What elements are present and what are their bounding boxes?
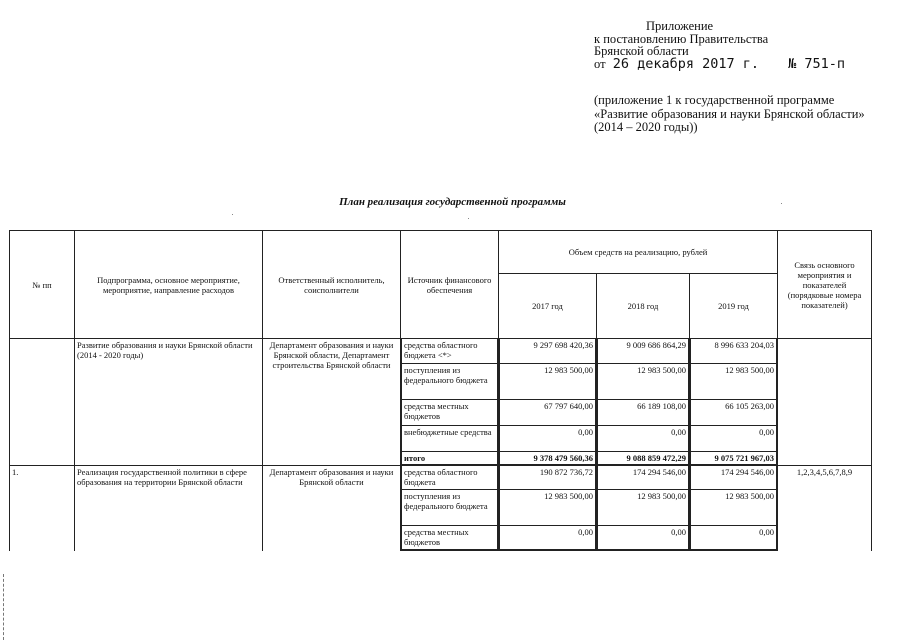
source-cell: средства местных бюджетов: [402, 526, 498, 550]
table-row: [10, 465, 872, 551]
row-values-2017: [499, 339, 597, 466]
plan-title: План реализация государственной программы: [339, 196, 566, 208]
annex-note-line-1: (приложение 1 к государственной программе: [594, 93, 835, 107]
resolution-date: 26 декабря 2017 г.: [612, 55, 759, 72]
scan-speck: [232, 214, 233, 215]
row-values-2017: [499, 465, 597, 551]
value-cell: 0,00: [500, 526, 596, 550]
value-cell: 0,00: [598, 425, 689, 451]
row-number: 1.: [10, 465, 75, 551]
value-cell: 12 983 500,00: [598, 363, 689, 399]
value-cell: 67 797 640,00: [500, 399, 596, 425]
value-cell: 174 294 546,00: [598, 466, 689, 490]
source-cell: средства областного бюджета: [402, 466, 498, 490]
document-header: [594, 20, 845, 70]
row-values-2018: [597, 465, 690, 551]
row-name: Реализация государственной политики в сфере образования на территории Брянской области: [75, 465, 263, 551]
value-cell: 9 297 698 420,36: [500, 339, 596, 363]
value-cell: 12 983 500,00: [500, 490, 596, 526]
value-cell: 12 983 500,00: [598, 490, 689, 526]
value-cell: 12 983 500,00: [691, 490, 777, 526]
header-resolution-line: к постановлению Правительства: [594, 31, 769, 46]
row-sources: [401, 339, 499, 466]
value-cell: 0,00: [691, 526, 777, 550]
value-cell-total: 9 088 859 472,29: [598, 451, 689, 464]
plan-table: [9, 230, 872, 551]
value-cell: 8 996 633 204,03: [691, 339, 777, 363]
header-year-2017: 2017 год: [499, 274, 597, 339]
header-source: Источник финансового обеспечения: [401, 231, 499, 339]
table-row: [10, 339, 872, 466]
scan-speck: [781, 203, 782, 204]
row-sources: [401, 465, 499, 551]
date-prefix: от: [594, 56, 606, 71]
annex-note-line-3: (2014 – 2020 годы)): [594, 120, 698, 134]
source-cell: поступления из федерального бюджета: [402, 490, 498, 526]
value-cell-total: 9 378 479 560,36: [500, 451, 596, 464]
header-amount: Объем средств на реализацию, рублей: [499, 231, 778, 274]
row-name: Развитие образования и науки Брянской области (2014 - 2020 годы): [75, 339, 263, 466]
row-number: [10, 339, 75, 466]
value-cell: 66 105 263,00: [691, 399, 777, 425]
value-cell: 0,00: [500, 425, 596, 451]
annex-note-line-2: «Развитие образования и науки Брянской области»: [594, 106, 865, 121]
header-region-line: Брянской области: [594, 44, 689, 58]
header-name: Подпрограмма, основное мероприятие, мероприятие, направление расходов: [75, 231, 263, 339]
header-date-line: [594, 55, 846, 72]
header-number: № пп: [10, 231, 75, 339]
scan-speck: [468, 218, 469, 219]
row-executor: Департамент образования и науки Брянской области, Департамент строительства Брянской области: [263, 339, 401, 466]
header-link: Связь основного мероприятия и показателей (порядковые номера показателей): [778, 231, 872, 339]
row-executor: Департамент образования и науки Брянской области: [263, 465, 401, 551]
row-values-2019: [690, 465, 778, 551]
value-cell: 0,00: [598, 526, 689, 550]
value-cell: 0,00: [691, 425, 777, 451]
resolution-number: № 751-п: [788, 55, 846, 72]
source-cell: внебюджетные средства: [402, 425, 498, 451]
row-values-2018: [597, 339, 690, 466]
header-executor: Ответственный исполнитель, соисполнители: [263, 231, 401, 339]
header-year-2018: 2018 год: [597, 274, 690, 339]
value-cell: 174 294 546,00: [691, 466, 777, 490]
value-cell: 190 872 736,72: [500, 466, 596, 490]
value-cell: 12 983 500,00: [691, 363, 777, 399]
source-cell: средства областного бюджета <*>: [402, 339, 498, 363]
source-cell: средства местных бюджетов: [402, 399, 498, 425]
row-link: [778, 339, 872, 466]
row-values-2019: [690, 339, 778, 466]
value-cell-total: 9 075 721 967,03: [691, 451, 777, 464]
source-cell-total: итого: [402, 451, 498, 464]
value-cell: 66 189 108,00: [598, 399, 689, 425]
table-header-row: [10, 231, 872, 274]
source-cell: поступления из федерального бюджета: [402, 363, 498, 399]
header-annex-label: Приложение: [646, 19, 714, 33]
annex-note: [594, 94, 865, 135]
value-cell: 12 983 500,00: [500, 363, 596, 399]
value-cell: 9 009 686 864,29: [598, 339, 689, 363]
scan-edge-mark: [3, 574, 6, 640]
header-year-2019: 2019 год: [690, 274, 778, 339]
row-link: 1,2,3,4,5,6,7,8,9: [778, 465, 872, 551]
